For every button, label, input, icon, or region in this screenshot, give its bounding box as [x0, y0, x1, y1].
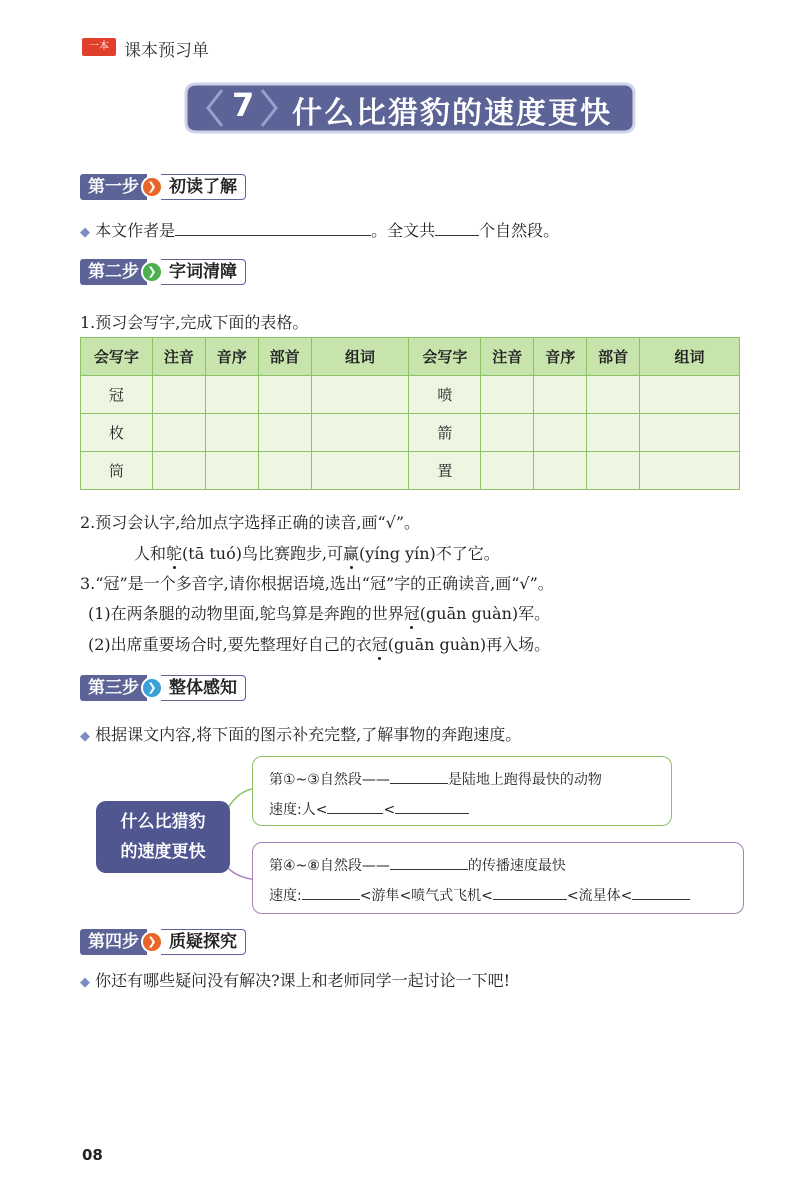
mindmap-branch-1 — [252, 756, 672, 826]
step2-q2: 2.预习会认字,给加点字选择正确的读音,画“√”。 — [80, 513, 420, 532]
arrow-right-icon: ❯ — [141, 931, 163, 953]
step4-name: 质疑探究 — [161, 929, 246, 955]
mindmap-branch-2 — [252, 842, 744, 914]
branch2-line2 — [269, 885, 690, 905]
answer-cell[interactable] — [481, 376, 534, 414]
center-line: 的速度更快 — [120, 842, 206, 862]
step2-q3-a — [88, 601, 550, 624]
diamond-bullet-icon: ◆ — [80, 975, 90, 990]
answer-cell[interactable] — [311, 376, 409, 414]
char-cell: 喷 — [409, 376, 481, 414]
text: 是陆地上跑得最快的动物 — [447, 772, 602, 788]
arrow-right-icon: ❯ — [141, 261, 163, 283]
answer-cell[interactable] — [205, 414, 258, 452]
step1-header — [80, 173, 246, 201]
center-line: 什么比猎豹 — [120, 812, 206, 832]
answer-cell[interactable] — [640, 376, 740, 414]
fill-blank[interactable] — [395, 799, 469, 814]
step4-line — [80, 968, 510, 991]
answer-cell[interactable] — [152, 452, 205, 490]
text: 速度:人< — [269, 802, 328, 818]
step2-name: 字词清障 — [161, 259, 246, 285]
col-header: 部首 — [258, 338, 311, 376]
step3-intro — [80, 722, 521, 745]
dotted-char: 冠 — [371, 635, 388, 654]
step1-name: 初读了解 — [161, 174, 246, 200]
answer-cell[interactable] — [258, 452, 311, 490]
fill-blank[interactable] — [327, 799, 383, 814]
col-header: 部首 — [587, 338, 640, 376]
answer-cell[interactable] — [481, 452, 534, 490]
text: (guān guàn)军。 — [419, 604, 551, 623]
fill-blank[interactable] — [390, 855, 468, 870]
text: (1)在两条腿的动物里面,鸵鸟算是奔跑的世界 — [88, 604, 404, 623]
answer-cell[interactable] — [311, 452, 409, 490]
answer-cell[interactable] — [205, 376, 258, 414]
dotted-char: 鸵 — [166, 544, 183, 563]
brand-title: 课本预习单 — [124, 41, 209, 61]
answer-cell[interactable] — [258, 376, 311, 414]
text: (yíng yín)不了它。 — [359, 544, 500, 563]
char-cell: 筒 — [81, 452, 153, 490]
col-header: 组词 — [640, 338, 740, 376]
answer-cell[interactable] — [481, 414, 534, 452]
step2-q3: 3.“冠”是一个多音字,请你根据语境,选出“冠”字的正确读音,画“√”。 — [80, 574, 554, 593]
answer-cell[interactable] — [640, 414, 740, 452]
branch2-line1 — [269, 855, 566, 875]
text: 第①~③自然段—— — [269, 772, 390, 788]
char-cell: 枚 — [81, 414, 153, 452]
author-prompt: 本文作者是 — [95, 221, 176, 240]
col-header: 音序 — [534, 338, 587, 376]
brand-tag: 一本 — [82, 38, 116, 56]
dotted-char: 冠 — [403, 604, 420, 623]
col-header: 组词 — [311, 338, 409, 376]
page-number: 08 — [82, 1146, 103, 1164]
page-title: 什么比猎豹的速度更快 — [292, 96, 612, 131]
step3-header — [80, 674, 246, 702]
text: 第④~⑧自然段—— — [269, 858, 390, 874]
col-header: 会写字 — [81, 338, 153, 376]
text: 的传播速度最快 — [467, 858, 566, 874]
col-header: 注音 — [481, 338, 534, 376]
text: (tā tuó)鸟比赛跑步,可 — [182, 544, 344, 563]
author-blank[interactable] — [175, 221, 371, 236]
branch1-line1 — [269, 769, 602, 789]
step1-line — [80, 218, 559, 241]
question-text: 你还有哪些疑问没有解决?课上和老师同学一起讨论一下吧! — [95, 971, 511, 990]
text: 人和 — [134, 544, 167, 563]
answer-cell[interactable] — [152, 376, 205, 414]
answer-cell[interactable] — [258, 414, 311, 452]
answer-cell[interactable] — [152, 414, 205, 452]
step3-label: 第三步 — [80, 675, 147, 701]
answer-cell[interactable] — [534, 376, 587, 414]
fill-blank[interactable] — [302, 885, 360, 900]
step2-q2-sentence — [134, 541, 500, 564]
intro-text: 根据课文内容,将下面的图示补充完整,了解事物的奔跑速度。 — [95, 725, 522, 744]
answer-cell[interactable] — [587, 376, 640, 414]
char-cell: 箭 — [409, 414, 481, 452]
branch1-line2 — [269, 799, 469, 819]
col-header: 会写字 — [409, 338, 481, 376]
dotted-char: 赢 — [343, 544, 360, 563]
text: (guān guàn)再入场。 — [387, 635, 551, 654]
text: (2)出席重要场合时,要先整理好自己的衣 — [88, 635, 372, 654]
paragraph-prompt: 。全文共 — [371, 221, 436, 240]
paragraph-count-blank[interactable] — [435, 221, 479, 236]
answer-cell[interactable] — [311, 414, 409, 452]
text: 速度: — [269, 888, 302, 904]
step3-name: 整体感知 — [161, 675, 246, 701]
text: <游隼<喷气式飞机< — [359, 888, 493, 904]
step2-q1: 1.预习会写字,完成下面的表格。 — [80, 313, 309, 332]
step2-label: 第二步 — [80, 259, 147, 285]
step2-q3-b — [88, 632, 550, 655]
answer-cell[interactable] — [534, 452, 587, 490]
lesson-number: 7 — [232, 86, 255, 124]
step2-header — [80, 258, 246, 286]
fill-blank[interactable] — [493, 885, 567, 900]
step4-header — [80, 928, 246, 956]
arrow-right-icon: ❯ — [141, 176, 163, 198]
step1-label: 第一步 — [80, 174, 147, 200]
mindmap-center — [96, 801, 230, 873]
col-header: 音序 — [205, 338, 258, 376]
answer-cell[interactable] — [587, 452, 640, 490]
answer-cell[interactable] — [587, 414, 640, 452]
diamond-bullet-icon: ◆ — [80, 729, 90, 744]
paragraph-suffix: 个自然段。 — [479, 221, 560, 240]
text: < — [383, 802, 396, 818]
answer-cell[interactable] — [640, 452, 740, 490]
step4-label: 第四步 — [80, 929, 147, 955]
col-header: 注音 — [152, 338, 205, 376]
text: <流星体< — [566, 888, 633, 904]
fill-blank[interactable] — [632, 885, 690, 900]
character-table — [80, 337, 740, 490]
arrow-right-icon: ❯ — [141, 677, 163, 699]
answer-cell[interactable] — [534, 414, 587, 452]
char-cell: 冠 — [81, 376, 153, 414]
diamond-bullet-icon: ◆ — [80, 225, 90, 240]
char-cell: 置 — [409, 452, 481, 490]
fill-blank[interactable] — [390, 769, 448, 784]
answer-cell[interactable] — [205, 452, 258, 490]
